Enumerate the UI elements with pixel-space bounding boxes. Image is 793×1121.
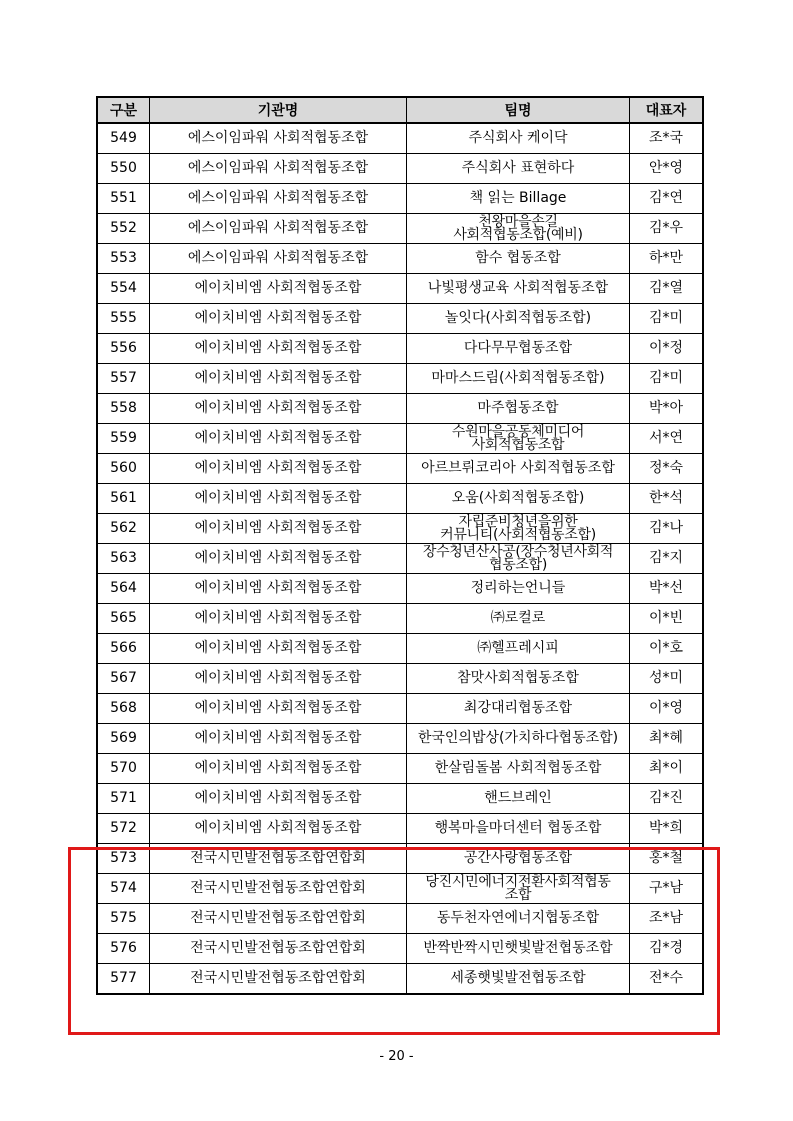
representative: 구*남	[630, 874, 704, 904]
row-number: 552	[97, 214, 150, 244]
org-name: 에이치비엠 사회적협동조합	[150, 754, 407, 784]
representative: 이*호	[630, 634, 704, 664]
table-row	[97, 424, 703, 454]
row-number: 559	[97, 424, 150, 454]
table-row	[97, 184, 703, 214]
representative: 최*혜	[630, 724, 704, 754]
header-org: 기관명	[150, 97, 407, 123]
table-row	[97, 334, 703, 364]
org-name: 에이치비엠 사회적협동조합	[150, 514, 407, 544]
table-header	[97, 97, 703, 123]
team-name: 마마스드림(사회적협동조합)	[407, 364, 630, 394]
row-number: 554	[97, 274, 150, 304]
row-number: 570	[97, 754, 150, 784]
team-name: 자립준비청년을위한 커뮤니티(사회적협동조합)	[407, 514, 630, 544]
table-row	[97, 694, 703, 724]
team-name: 함수 협동조합	[407, 244, 630, 274]
representative: 김*열	[630, 274, 704, 304]
team-name: 동두천자연에너지협동조합	[407, 904, 630, 934]
header-row	[97, 97, 703, 123]
team-name: 다다무무협동조합	[407, 334, 630, 364]
org-name: 에이치비엠 사회적협동조합	[150, 424, 407, 454]
team-name: 책 읽는 Billage	[407, 184, 630, 214]
table-row	[97, 574, 703, 604]
row-number: 557	[97, 364, 150, 394]
row-number: 556	[97, 334, 150, 364]
team-name: 천왕마을손길 사회적협동조합(예비)	[407, 214, 630, 244]
row-number: 562	[97, 514, 150, 544]
row-number: 564	[97, 574, 150, 604]
row-number: 566	[97, 634, 150, 664]
header-no: 구분	[97, 97, 150, 123]
representative: 박*아	[630, 394, 704, 424]
team-name: ㈜헬프레시피	[407, 634, 630, 664]
page-number: - 20 -	[379, 1049, 414, 1064]
org-name: 에스이임파워 사회적협동조합	[150, 214, 407, 244]
representative: 김*미	[630, 364, 704, 394]
team-name: 공간사랑협동조합	[407, 844, 630, 874]
representative: 하*만	[630, 244, 704, 274]
table-row	[97, 484, 703, 514]
row-number: 576	[97, 934, 150, 964]
row-number: 577	[97, 964, 150, 995]
representative: 김*나	[630, 514, 704, 544]
org-name: 전국시민발전협동조합연합회	[150, 934, 407, 964]
org-name: 에이치비엠 사회적협동조합	[150, 604, 407, 634]
table-row	[97, 244, 703, 274]
table-row	[97, 934, 703, 964]
table-row	[97, 844, 703, 874]
org-name: 에스이임파워 사회적협동조합	[150, 184, 407, 214]
org-name: 에이치비엠 사회적협동조합	[150, 634, 407, 664]
table-row	[97, 604, 703, 634]
org-name: 전국시민발전협동조합연합회	[150, 844, 407, 874]
row-number: 558	[97, 394, 150, 424]
table-row	[97, 454, 703, 484]
table-row	[97, 154, 703, 184]
table-row	[97, 544, 703, 574]
team-name: 장수청년산사공(장수청년사회적 협동조합)	[407, 544, 630, 574]
representative: 김*경	[630, 934, 704, 964]
team-name: 마주협동조합	[407, 394, 630, 424]
team-name: 주식회사 케이닥	[407, 123, 630, 154]
org-name: 에이치비엠 사회적협동조합	[150, 334, 407, 364]
org-name: 에이치비엠 사회적협동조합	[150, 784, 407, 814]
team-name: ㈜로컬로	[407, 604, 630, 634]
header-team: 팀명	[407, 97, 630, 123]
row-number: 565	[97, 604, 150, 634]
org-name: 에이치비엠 사회적협동조합	[150, 304, 407, 334]
table-row	[97, 304, 703, 334]
org-name: 에스이임파워 사회적협동조합	[150, 244, 407, 274]
team-name: 놀잇다(사회적협동조합)	[407, 304, 630, 334]
org-name: 에이치비엠 사회적협동조합	[150, 484, 407, 514]
row-number: 563	[97, 544, 150, 574]
table-row	[97, 514, 703, 544]
representative: 김*연	[630, 184, 704, 214]
org-name: 에스이임파워 사회적협동조합	[150, 123, 407, 154]
team-name: 정리하는언니들	[407, 574, 630, 604]
table-row	[97, 123, 703, 154]
representative: 이*영	[630, 694, 704, 724]
representative: 김*우	[630, 214, 704, 244]
org-name: 에이치비엠 사회적협동조합	[150, 274, 407, 304]
row-number: 573	[97, 844, 150, 874]
org-name: 에이치비엠 사회적협동조합	[150, 664, 407, 694]
table-row	[97, 214, 703, 244]
row-number: 572	[97, 814, 150, 844]
team-name: 수원마을공동체미디어 사회적협동조합	[407, 424, 630, 454]
org-name: 에이치비엠 사회적협동조합	[150, 694, 407, 724]
team-name: 세종햇빛발전협동조합	[407, 964, 630, 995]
representative: 이*정	[630, 334, 704, 364]
representative: 조*국	[630, 123, 704, 154]
representative: 서*연	[630, 424, 704, 454]
team-name: 아르브뤼코리아 사회적협동조합	[407, 454, 630, 484]
team-name: 나빛평생교육 사회적협동조합	[407, 274, 630, 304]
row-number: 568	[97, 694, 150, 724]
row-number: 571	[97, 784, 150, 814]
org-name: 에이치비엠 사회적협동조합	[150, 574, 407, 604]
org-name: 전국시민발전협동조합연합회	[150, 964, 407, 995]
representative: 김*진	[630, 784, 704, 814]
org-name: 에이치비엠 사회적협동조합	[150, 364, 407, 394]
table-row	[97, 664, 703, 694]
table-row	[97, 784, 703, 814]
representative: 박*선	[630, 574, 704, 604]
table-row	[97, 754, 703, 784]
team-name: 주식회사 표현하다	[407, 154, 630, 184]
row-number: 551	[97, 184, 150, 214]
row-number: 553	[97, 244, 150, 274]
row-number: 575	[97, 904, 150, 934]
table-row	[97, 814, 703, 844]
representative: 홍*철	[630, 844, 704, 874]
team-name: 핸드브레인	[407, 784, 630, 814]
header-rep: 대표자	[630, 97, 704, 123]
team-name: 반짝반짝시민햇빛발전협동조합	[407, 934, 630, 964]
org-name: 에이치비엠 사회적협동조합	[150, 394, 407, 424]
row-number: 567	[97, 664, 150, 694]
row-number: 549	[97, 123, 150, 154]
representative: 정*숙	[630, 454, 704, 484]
row-number: 550	[97, 154, 150, 184]
table-row	[97, 394, 703, 424]
org-name: 전국시민발전협동조합연합회	[150, 904, 407, 934]
representative: 안*영	[630, 154, 704, 184]
table-row	[97, 274, 703, 304]
table-row	[97, 724, 703, 754]
org-name: 전국시민발전협동조합연합회	[150, 874, 407, 904]
org-name: 에스이임파워 사회적협동조합	[150, 154, 407, 184]
representative: 전*수	[630, 964, 704, 995]
team-name: 행복마을마더센터 협동조합	[407, 814, 630, 844]
representative: 성*미	[630, 664, 704, 694]
representative: 이*빈	[630, 604, 704, 634]
row-number: 555	[97, 304, 150, 334]
table-body	[97, 123, 703, 994]
table-row	[97, 874, 703, 904]
table-row	[97, 904, 703, 934]
representative: 김*지	[630, 544, 704, 574]
table-row	[97, 964, 703, 995]
table-row	[97, 364, 703, 394]
participants-table	[96, 96, 704, 995]
team-name: 최강대리협동조합	[407, 694, 630, 724]
representative: 박*희	[630, 814, 704, 844]
row-number: 574	[97, 874, 150, 904]
org-name: 에이치비엠 사회적협동조합	[150, 724, 407, 754]
team-name: 당진시민에너지전환사회적협동 조합	[407, 874, 630, 904]
representative: 김*미	[630, 304, 704, 334]
team-name: 참맛사회적협동조합	[407, 664, 630, 694]
representative: 한*석	[630, 484, 704, 514]
org-name: 에이치비엠 사회적협동조합	[150, 544, 407, 574]
org-name: 에이치비엠 사회적협동조합	[150, 814, 407, 844]
row-number: 561	[97, 484, 150, 514]
row-number: 569	[97, 724, 150, 754]
team-name: 한살림돌봄 사회적협동조합	[407, 754, 630, 784]
org-name: 에이치비엠 사회적협동조합	[150, 454, 407, 484]
representative: 조*남	[630, 904, 704, 934]
representative: 최*이	[630, 754, 704, 784]
table-row	[97, 634, 703, 664]
team-name: 오움(사회적협동조합)	[407, 484, 630, 514]
row-number: 560	[97, 454, 150, 484]
team-name: 한국인의밥상(가치하다협동조합)	[407, 724, 630, 754]
